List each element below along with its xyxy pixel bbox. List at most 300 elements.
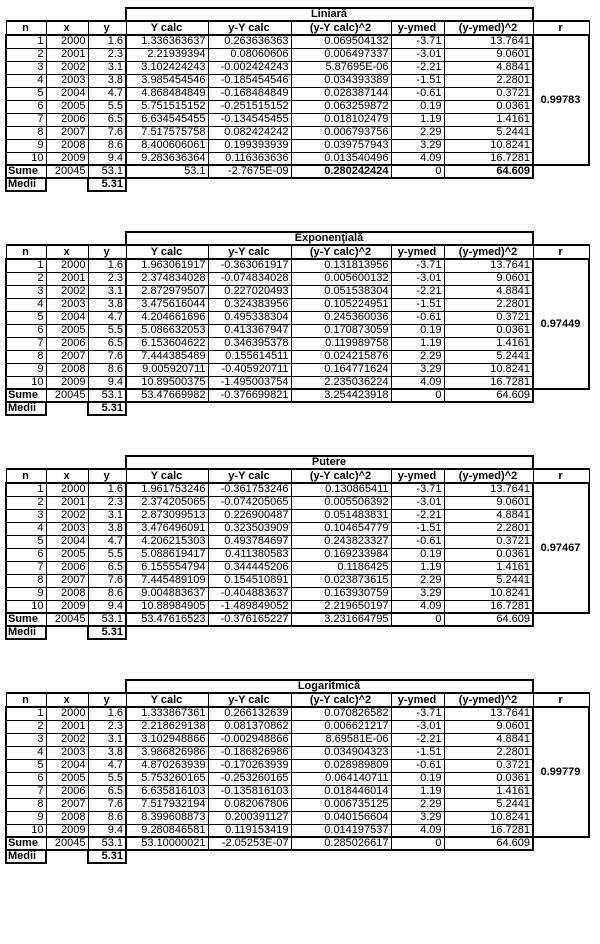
data-cell: 10.89500375 (126, 376, 208, 389)
data-cell: 0.006621217 (291, 720, 391, 733)
table-title: Putere (126, 456, 533, 469)
data-cell: 3 (6, 733, 46, 746)
data-cell: -0.135816103 (208, 785, 291, 798)
data-cell: 0.413367947 (208, 324, 291, 337)
data-cell: 6 (6, 548, 46, 561)
table-title: Liniară (126, 8, 533, 21)
data-cell: 0.013540496 (291, 152, 391, 165)
data-cell: 5.2441 (444, 798, 533, 811)
data-cell: 4 (6, 746, 46, 759)
data-cell: 1.333867361 (126, 707, 208, 720)
data-cell: 9.4 (88, 600, 126, 613)
data-cell: 6 (6, 324, 46, 337)
data-cell: 6.155554794 (126, 561, 208, 574)
data-cell: 7 (6, 337, 46, 350)
data-cell: 1.4161 (444, 785, 533, 798)
data-cell: -3.71 (391, 35, 444, 48)
column-header: r (533, 21, 589, 35)
data-cell: 4.868484849 (126, 87, 208, 100)
data-cell: 16.7281 (444, 824, 533, 837)
data-cell: 10.88984905 (126, 600, 208, 613)
data-cell: 0.200391127 (208, 811, 291, 824)
sum-cell: -2.7675E-09 (208, 165, 291, 178)
data-cell: 8.69581E-06 (291, 733, 391, 746)
data-cell: 3 (6, 509, 46, 522)
data-cell: 2008 (46, 363, 88, 376)
data-cell: 0.243823327 (291, 535, 391, 548)
data-cell: 1.6 (88, 259, 126, 272)
data-cell: 10.8241 (444, 811, 533, 824)
data-cell: 5 (6, 535, 46, 548)
data-cell: 0.266132639 (208, 707, 291, 720)
data-cell: 9 (6, 587, 46, 600)
data-cell: 2.21939394 (126, 48, 208, 61)
data-cell: 0.169233984 (291, 548, 391, 561)
sum-cell: 53.1 (88, 837, 126, 850)
data-cell: -0.361753246 (208, 483, 291, 496)
data-cell: 4.204661696 (126, 311, 208, 324)
data-cell: 13.7641 (444, 35, 533, 48)
data-cell: 0.226900487 (208, 509, 291, 522)
data-cell: 3.985454546 (126, 74, 208, 87)
data-cell: 2004 (46, 759, 88, 772)
data-cell: 2000 (46, 259, 88, 272)
column-header: r (533, 693, 589, 707)
data-cell: 8 (6, 126, 46, 139)
data-cell: 2004 (46, 535, 88, 548)
mean-label: Medii (6, 402, 46, 415)
data-cell: 2008 (46, 587, 88, 600)
data-cell: 5.87695E-06 (291, 61, 391, 74)
data-cell: 4 (6, 522, 46, 535)
mean-value: 5.31 (88, 850, 126, 863)
data-cell: 0.018102479 (291, 113, 391, 126)
regression-table-1 (5, 231, 590, 416)
data-cell: 0.082067806 (208, 798, 291, 811)
data-cell: -0.074834028 (208, 272, 291, 285)
data-cell: 0.005600132 (291, 272, 391, 285)
column-header: y-ymed (391, 469, 444, 483)
column-header: y-ymed (391, 245, 444, 259)
data-cell: 2002 (46, 733, 88, 746)
column-header: y-ymed (391, 693, 444, 707)
data-cell: 0.323503909 (208, 522, 291, 535)
data-cell: -0.61 (391, 311, 444, 324)
data-cell: 3.8 (88, 522, 126, 535)
data-cell: 0.164771624 (291, 363, 391, 376)
data-cell: 2001 (46, 272, 88, 285)
data-cell: 7.6 (88, 350, 126, 363)
data-cell: 0.006793756 (291, 126, 391, 139)
data-cell: 0.0361 (444, 548, 533, 561)
data-cell: 2006 (46, 561, 88, 574)
data-cell: 5.5 (88, 324, 126, 337)
data-cell: 5.086632053 (126, 324, 208, 337)
spacer (6, 232, 126, 245)
data-cell: 0.411380583 (208, 548, 291, 561)
data-cell: 0.069504132 (291, 35, 391, 48)
data-cell: 2000 (46, 483, 88, 496)
data-cell: 0.116363636 (208, 152, 291, 165)
data-cell: 0.0361 (444, 772, 533, 785)
data-cell: 16.7281 (444, 600, 533, 613)
r-value: 0.99779 (533, 707, 589, 837)
data-cell: 2.3 (88, 496, 126, 509)
data-cell: 3.29 (391, 363, 444, 376)
spacer (6, 680, 126, 693)
regression-table-0 (5, 7, 590, 192)
column-header: x (46, 693, 88, 707)
data-cell: 4.8841 (444, 733, 533, 746)
data-cell: 9.0601 (444, 496, 533, 509)
data-cell: 8 (6, 574, 46, 587)
data-cell: 3.1 (88, 61, 126, 74)
data-cell: 4.09 (391, 152, 444, 165)
r-value: 0.97467 (533, 483, 589, 613)
data-cell: 5.5 (88, 548, 126, 561)
data-cell: 5.5 (88, 100, 126, 113)
data-cell: 2.218629138 (126, 720, 208, 733)
data-cell: 8.6 (88, 811, 126, 824)
data-cell: 0.063259872 (291, 100, 391, 113)
data-cell: -1.489849052 (208, 600, 291, 613)
data-cell: 0.1186425 (291, 561, 391, 574)
data-cell: 0.018446014 (291, 785, 391, 798)
data-cell: 4.206215303 (126, 535, 208, 548)
data-cell: -1.51 (391, 746, 444, 759)
sum-cell: 20045 (46, 613, 88, 626)
mean-label: Medii (6, 626, 46, 639)
data-cell: 0.024215876 (291, 350, 391, 363)
data-cell: 2 (6, 720, 46, 733)
data-cell: 2008 (46, 811, 88, 824)
data-cell: 3.29 (391, 139, 444, 152)
spacer (6, 456, 126, 469)
column-header: y-Y calc (208, 21, 291, 35)
column-header: x (46, 21, 88, 35)
spacer (126, 626, 589, 639)
data-cell: 1.4161 (444, 113, 533, 126)
data-cell: 9.280846581 (126, 824, 208, 837)
data-cell: 0.023873615 (291, 574, 391, 587)
data-cell: -1.51 (391, 74, 444, 87)
data-cell: 7 (6, 785, 46, 798)
data-cell: 0.3721 (444, 87, 533, 100)
data-cell: 2.3 (88, 272, 126, 285)
data-cell: 9.283636364 (126, 152, 208, 165)
data-cell: 9.005920711 (126, 363, 208, 376)
data-cell: -2.21 (391, 285, 444, 298)
data-cell: 1 (6, 707, 46, 720)
data-cell: 5.2441 (444, 574, 533, 587)
data-cell: 4.870263939 (126, 759, 208, 772)
data-cell: -3.01 (391, 720, 444, 733)
data-cell: 0.081370862 (208, 720, 291, 733)
data-cell: 3 (6, 285, 46, 298)
sum-cell: 20045 (46, 165, 88, 178)
column-header: Y calc (126, 469, 208, 483)
data-cell: 5.2441 (444, 350, 533, 363)
data-cell: 2005 (46, 100, 88, 113)
data-cell: -0.404883637 (208, 587, 291, 600)
data-cell: 0.014197537 (291, 824, 391, 837)
data-cell: 2.219650197 (291, 600, 391, 613)
data-cell: 7.517575758 (126, 126, 208, 139)
data-cell: -0.170263939 (208, 759, 291, 772)
data-cell: 0.028989809 (291, 759, 391, 772)
data-cell: 5 (6, 87, 46, 100)
sum-cell: 53.47669982 (126, 389, 208, 402)
data-cell: 6.5 (88, 785, 126, 798)
data-cell: 6.635816103 (126, 785, 208, 798)
data-cell: 16.7281 (444, 376, 533, 389)
data-cell: -2.21 (391, 733, 444, 746)
data-cell: 2001 (46, 496, 88, 509)
data-cell: 0.3721 (444, 311, 533, 324)
sum-label: Sume (6, 613, 46, 626)
sum-cell: 20045 (46, 837, 88, 850)
data-cell: 0.028387144 (291, 87, 391, 100)
sum-cell: 0 (391, 613, 444, 626)
column-header: y (88, 245, 126, 259)
data-cell: 0.0361 (444, 324, 533, 337)
data-cell: 9.0601 (444, 720, 533, 733)
data-cell: 2002 (46, 509, 88, 522)
data-cell: 2004 (46, 87, 88, 100)
data-cell: 4.09 (391, 600, 444, 613)
data-cell: 0.19 (391, 100, 444, 113)
data-cell: 0.155614511 (208, 350, 291, 363)
data-cell: 0.263636363 (208, 35, 291, 48)
data-cell: -0.253260165 (208, 772, 291, 785)
data-cell: -0.61 (391, 535, 444, 548)
data-cell: 0.324383956 (208, 298, 291, 311)
data-cell: 2003 (46, 298, 88, 311)
data-cell: 4.8841 (444, 509, 533, 522)
spacer (126, 402, 589, 415)
sum-cell: 53.10000021 (126, 837, 208, 850)
mean-value: 5.31 (88, 178, 126, 191)
data-cell: 2003 (46, 74, 88, 87)
data-cell: 10 (6, 152, 46, 165)
data-cell: 2009 (46, 152, 88, 165)
data-cell: 2006 (46, 113, 88, 126)
spacer (533, 8, 589, 21)
data-cell: 7.6 (88, 574, 126, 587)
data-cell: 0.119153419 (208, 824, 291, 837)
sum-cell: 0.285026617 (291, 837, 391, 850)
data-cell: 2.29 (391, 574, 444, 587)
data-cell: 2002 (46, 285, 88, 298)
data-cell: 0.119989758 (291, 337, 391, 350)
column-header: (y-Y calc)^2 (291, 245, 391, 259)
data-cell: 1.961753246 (126, 483, 208, 496)
mean-label: Medii (6, 850, 46, 863)
data-cell: -3.01 (391, 496, 444, 509)
data-cell: 8 (6, 350, 46, 363)
data-cell: 1.6 (88, 707, 126, 720)
data-cell: 2006 (46, 785, 88, 798)
data-cell: -3.71 (391, 707, 444, 720)
column-header: (y-Y calc)^2 (291, 469, 391, 483)
data-cell: 5 (6, 311, 46, 324)
data-cell: 2009 (46, 376, 88, 389)
data-cell: 1.336363637 (126, 35, 208, 48)
column-header: y-Y calc (208, 469, 291, 483)
data-cell: -0.363061917 (208, 259, 291, 272)
data-cell: 13.7641 (444, 259, 533, 272)
column-header: n (6, 693, 46, 707)
sum-cell: 20045 (46, 389, 88, 402)
data-cell: 2 (6, 48, 46, 61)
data-cell: 5.753260165 (126, 772, 208, 785)
spacer (126, 850, 589, 863)
data-cell: 6.5 (88, 337, 126, 350)
data-cell: 1.4161 (444, 561, 533, 574)
data-cell: 2003 (46, 522, 88, 535)
data-cell: 0.344445206 (208, 561, 291, 574)
data-cell: 2003 (46, 746, 88, 759)
data-cell: 10 (6, 376, 46, 389)
data-cell: 0.3721 (444, 759, 533, 772)
data-cell: 8.400606061 (126, 139, 208, 152)
data-cell: 8.399608873 (126, 811, 208, 824)
data-cell: 1.19 (391, 561, 444, 574)
spacer (46, 626, 88, 639)
data-cell: 9.4 (88, 824, 126, 837)
data-cell: 0.346395378 (208, 337, 291, 350)
data-cell: 7 (6, 113, 46, 126)
data-cell: 0.005506392 (291, 496, 391, 509)
data-cell: 3.102424243 (126, 61, 208, 74)
data-cell: 2002 (46, 61, 88, 74)
data-cell: 0.227020493 (208, 285, 291, 298)
sum-cell: 64.609 (444, 613, 533, 626)
data-cell: 4.7 (88, 759, 126, 772)
sum-cell: -2.05253E-07 (208, 837, 291, 850)
data-cell: -0.185454546 (208, 74, 291, 87)
data-cell: 2008 (46, 139, 88, 152)
data-cell: 2.2801 (444, 298, 533, 311)
column-header: (y-Y calc)^2 (291, 693, 391, 707)
spacer (533, 837, 589, 850)
sum-cell: 64.609 (444, 837, 533, 850)
spacer (533, 456, 589, 469)
column-header: (y-ymed)^2 (444, 469, 533, 483)
sum-cell: -0.376165227 (208, 613, 291, 626)
sum-cell: 64.609 (444, 389, 533, 402)
column-header: n (6, 21, 46, 35)
data-cell: 4.8841 (444, 285, 533, 298)
data-cell: 2 (6, 496, 46, 509)
column-header: (y-Y calc)^2 (291, 21, 391, 35)
data-cell: 0.0361 (444, 100, 533, 113)
sum-cell: 53.1 (88, 165, 126, 178)
data-cell: 4.7 (88, 87, 126, 100)
data-cell: 3.476496091 (126, 522, 208, 535)
spacer (46, 850, 88, 863)
data-cell: 3.1 (88, 733, 126, 746)
mean-label: Medii (6, 178, 46, 191)
data-cell: 2.2801 (444, 746, 533, 759)
data-cell: 4.09 (391, 824, 444, 837)
data-cell: -3.01 (391, 272, 444, 285)
data-cell: 1.19 (391, 785, 444, 798)
data-cell: 2007 (46, 574, 88, 587)
data-cell: 4.7 (88, 535, 126, 548)
column-header: r (533, 469, 589, 483)
column-header: r (533, 245, 589, 259)
data-cell: 5.751515152 (126, 100, 208, 113)
data-cell: 0.154510891 (208, 574, 291, 587)
data-cell: 0.034393389 (291, 74, 391, 87)
column-header: Y calc (126, 245, 208, 259)
column-header: x (46, 245, 88, 259)
data-cell: 6 (6, 100, 46, 113)
data-cell: -1.51 (391, 522, 444, 535)
column-header: y-Y calc (208, 693, 291, 707)
sum-cell: 3.254423918 (291, 389, 391, 402)
data-cell: 1.19 (391, 337, 444, 350)
spacer (533, 232, 589, 245)
data-cell: 8.6 (88, 587, 126, 600)
spacer (533, 389, 589, 402)
column-header: (y-ymed)^2 (444, 245, 533, 259)
data-cell: 1.963061917 (126, 259, 208, 272)
spacer (6, 8, 126, 21)
data-cell: 2.872979507 (126, 285, 208, 298)
data-cell: 4.09 (391, 376, 444, 389)
data-cell: 7.444385489 (126, 350, 208, 363)
data-cell: -2.21 (391, 61, 444, 74)
data-cell: 3.986826986 (126, 746, 208, 759)
data-cell: -2.21 (391, 509, 444, 522)
data-cell: 13.7641 (444, 483, 533, 496)
sum-cell: 53.47616523 (126, 613, 208, 626)
data-cell: 8 (6, 798, 46, 811)
data-cell: 1.4161 (444, 337, 533, 350)
column-header: y-Y calc (208, 245, 291, 259)
data-cell: 6.634545455 (126, 113, 208, 126)
data-cell: 3.8 (88, 298, 126, 311)
data-cell: 7 (6, 561, 46, 574)
column-header: y (88, 469, 126, 483)
data-cell: 6 (6, 772, 46, 785)
data-cell: 2.2801 (444, 522, 533, 535)
data-cell: 1.6 (88, 483, 126, 496)
regression-table-3 (5, 679, 590, 864)
data-cell: 3.1 (88, 285, 126, 298)
data-cell: 2009 (46, 824, 88, 837)
data-cell: 2.374205065 (126, 496, 208, 509)
sum-cell: -0.376699821 (208, 389, 291, 402)
data-cell: 3.475616044 (126, 298, 208, 311)
data-cell: 0.051538304 (291, 285, 391, 298)
data-cell: 9.004883637 (126, 587, 208, 600)
data-cell: 2.2801 (444, 74, 533, 87)
data-cell: 2.235036224 (291, 376, 391, 389)
data-cell: 9 (6, 139, 46, 152)
data-cell: 2004 (46, 311, 88, 324)
data-cell: 8.6 (88, 139, 126, 152)
data-cell: 2.3 (88, 720, 126, 733)
data-cell: 5 (6, 759, 46, 772)
data-cell: -3.71 (391, 259, 444, 272)
data-cell: 9.4 (88, 376, 126, 389)
data-cell: 2.374834028 (126, 272, 208, 285)
data-cell: 3.1 (88, 509, 126, 522)
spacer (46, 178, 88, 191)
